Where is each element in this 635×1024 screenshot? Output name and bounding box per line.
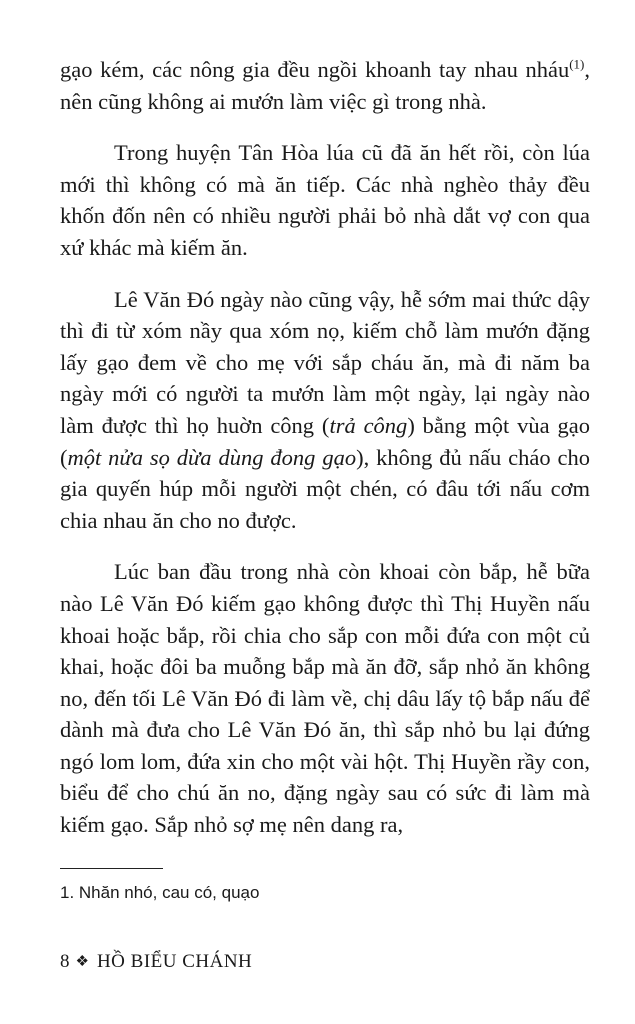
body-text xyxy=(60,54,590,841)
running-footer xyxy=(60,950,252,975)
page-number: 8 xyxy=(60,951,70,972)
paragraph-1-text: gạo kém, các nông gia đều ngồi khoanh tay nhau nháu xyxy=(60,57,570,82)
paragraph-3-part-c: ) bằng một vùa gạo ( xyxy=(60,412,591,470)
paragraph-2: Trong huyện Tân Hòa lúa cũ đã ăn hết rồi, còn lúa mới thì không có mà ăn tiếp. Các nhà nghèo thảy đều khốn đốn nên có nhiều người phải bỏ nhà dắt vợ con qua xứ khác mà kiếm ăn. xyxy=(60,140,590,260)
paragraph-3-italic-gloss-2: một nửa sọ dừa dùng đong gạo xyxy=(67,444,357,470)
paragraph-3-part-a: Lê Văn Đó ngày nào cũng vậy, hễ sớm mai thức dậy thì đi từ xóm nầy qua xóm nọ, kiếm chỗ làm mướn đặng lấy gạo đem về cho mẹ với sắp cháu ăn, mà đi năm ba ngày mới có người ta mướn làm một ngày, lại ngày nào làm được thì họ huờn công ( xyxy=(60,286,590,438)
diamond-ornament-icon: ❖ xyxy=(75,954,89,970)
paragraph-4: Lúc ban đầu trong nhà còn khoai còn bắp, hễ bữa nào Lê Văn Đó kiếm gạo không được thì Thị Huyền nấu khoai hoặc bắp, rồi chia cho sắp con mỗi đứa con một củ khai, hoặc đôi ba muỗng bắp mà ăn đỡ, sắp nhỏ ăn không no, đến tối Lê Văn Đó đi làm về, chị dâu lấy tộ bắp nấu để dành mà đưa cho Lê Văn Đó ăn, thì sắp nhỏ bu lại đứng ngó lom lom, đứa xin cho một vài hột. Thị Huyền rầy con, biểu để cho chú ăn no, đặng ngày sau có sức đi làm mà kiếm gạo. Sắp nhỏ sợ mẹ nên dang ra, xyxy=(60,559,590,838)
footnote-reference: (1) xyxy=(569,56,585,72)
footnote: 1. Nhăn nhó, cau có, quạo xyxy=(60,883,260,902)
paragraph-3 xyxy=(60,284,590,537)
paragraph-3-italic-gloss-1: trả công xyxy=(329,412,408,438)
paragraph-1 xyxy=(60,54,590,117)
author-name: HỒ BIỂU CHÁNH xyxy=(96,951,253,972)
paragraph-3-part-e: ), không đủ nấu cháo cho gia quyến húp mỗi người một chén, có đâu tới nấu cơm chia nhau ăn cho no được. xyxy=(60,444,590,533)
footnote-divider xyxy=(60,868,163,869)
paragraph-1-text-after: , nên cũng không ai mướn làm việc gì trong nhà. xyxy=(60,57,590,114)
